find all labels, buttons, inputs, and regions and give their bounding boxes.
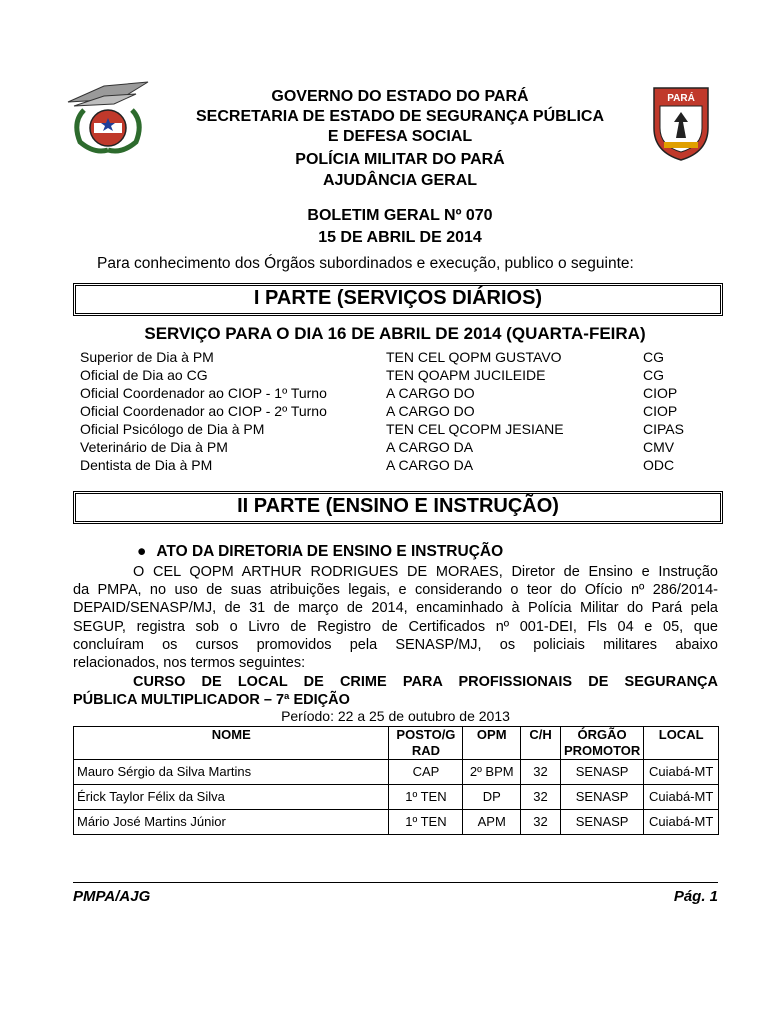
cell-orgao: SENASP: [560, 810, 643, 835]
cell-nome: Mauro Sérgio da Silva Martins: [74, 760, 389, 785]
footer-divider: [73, 882, 718, 883]
col-header-posto: POSTO/G RAD: [389, 727, 463, 760]
service-row: [80, 456, 720, 474]
service-unit: CIPAS: [643, 421, 684, 437]
cell-opm: DP: [463, 785, 521, 810]
service-officer: A CARGO DO: [386, 403, 475, 419]
service-unit: CG: [643, 349, 664, 365]
col-header-opm: OPM: [463, 727, 521, 760]
service-role: Oficial Coordenador ao CIOP - 2º Turno: [80, 403, 327, 419]
badge-text: PARÁ: [667, 93, 695, 104]
col-header-ch: C/H: [521, 727, 561, 760]
service-unit: CIOP: [643, 403, 678, 419]
cell-nome: Mário José Martins Júnior: [74, 810, 389, 835]
service-officer: TEN CEL QOPM GUSTAVO: [386, 349, 562, 365]
service-unit: CIOP: [643, 385, 678, 401]
header-line-4: POLÍCIA MILITAR DO PARÁ: [295, 151, 505, 168]
table-row: [74, 760, 719, 785]
service-officer: A CARGO DO: [386, 385, 475, 401]
service-row: [80, 420, 720, 438]
bullet-icon: ●: [137, 543, 147, 560]
header-line-2: SECRETARIA DE ESTADO DE SEGURANÇA PÚBLICA: [195, 108, 605, 125]
cell-orgao: SENASP: [560, 760, 643, 785]
course-period: Período: 22 a 25 de outubro de 2013: [281, 708, 510, 724]
course-title-line: PÚBLICA MULTIPLICADOR – 7ª EDIÇÃO: [73, 692, 350, 709]
cell-posto: 1º TEN: [389, 810, 463, 835]
header-line-1: GOVERNO DO ESTADO DO PARÁ: [271, 88, 529, 105]
page-number: Pág. 1: [673, 888, 718, 905]
service-row: [80, 366, 720, 384]
col-header-orgao: ÓRGÃO PROMOTOR: [560, 727, 643, 760]
police-badge-icon: [650, 82, 712, 162]
service-unit: ODC: [643, 457, 675, 473]
table-row: [74, 810, 719, 835]
cell-orgao: SENASP: [560, 785, 643, 810]
act-body-line: concluíram os cursos promovidos pela SENASP/MJ, os policiais militares abaixo: [73, 636, 718, 653]
footer-label: PMPA/AJG: [73, 888, 151, 905]
act-body: [73, 563, 718, 672]
service-row: [80, 348, 720, 366]
course-title: [73, 673, 718, 709]
service-officer: A CARGO DA: [386, 457, 474, 473]
table-row: [74, 785, 719, 810]
intro-text: Para conhecimento dos Órgãos subordinados e execução, publico o seguinte:: [97, 255, 634, 272]
act-body-line: da PMPA, no uso de suas atribuições legais, e considerando o teor do Ofício nº 286/2014-: [73, 582, 718, 599]
service-officer: A CARGO DA: [386, 439, 474, 455]
service-row: [80, 438, 720, 456]
cell-ch: 32: [521, 760, 561, 785]
participants-table: [73, 726, 719, 835]
part2-title: II PARTE (ENSINO E INSTRUÇÃO): [73, 491, 723, 524]
cell-local: Cuiabá-MT: [644, 760, 719, 785]
col-header-local: LOCAL: [644, 727, 719, 760]
header-line-3: E DEFESA SOCIAL: [327, 128, 473, 145]
service-row: [80, 402, 720, 420]
cell-posto: 1º TEN: [389, 785, 463, 810]
service-officer: TEN CEL QCOPM JESIANE: [386, 421, 564, 437]
bulletin-date: 15 DE ABRIL DE 2014: [318, 229, 482, 246]
service-role: Veterinário de Dia à PM: [80, 439, 228, 455]
cell-opm: 2º BPM: [463, 760, 521, 785]
cell-ch: 32: [521, 810, 561, 835]
service-unit: CG: [643, 367, 664, 383]
cell-posto: CAP: [389, 760, 463, 785]
act-body-line: relacionados, nos termos seguintes:: [73, 654, 306, 671]
bulletin-number: BOLETIM GERAL Nº 070: [307, 207, 493, 224]
service-role: Dentista de Dia à PM: [80, 457, 213, 473]
service-row: [80, 384, 720, 402]
service-role: Oficial Psicólogo de Dia à PM: [80, 421, 265, 437]
service-officer: TEN QOAPM JUCILEIDE: [386, 367, 546, 383]
service-role: Superior de Dia à PM: [80, 349, 214, 365]
table-header-row: [74, 727, 719, 760]
service-role: Oficial Coordenador ao CIOP - 1º Turno: [80, 385, 327, 401]
part1-title: I PARTE (SERVIÇOS DIÁRIOS): [73, 283, 723, 316]
header-line-5: AJUDÂNCIA GERAL: [322, 172, 478, 189]
state-crest-icon: [64, 72, 152, 154]
cell-local: Cuiabá-MT: [644, 785, 719, 810]
act-body-line: DEPAID/SENASP/MJ, de 31 de março de 2014, encaminhado à Polícia Militar do Pará pela: [73, 600, 718, 617]
act-heading: [137, 543, 503, 561]
course-title-line: CURSO DE LOCAL DE CRIME PARA PROFISSIONAIS DE SEGURANÇA: [133, 674, 718, 690]
cell-local: Cuiabá-MT: [644, 810, 719, 835]
cell-opm: APM: [463, 810, 521, 835]
service-unit: CMV: [643, 439, 675, 455]
service-role: Oficial de Dia ao CG: [80, 367, 208, 383]
cell-nome: Érick Taylor Félix da Silva: [74, 785, 389, 810]
act-title: ATO DA DIRETORIA DE ENSINO E INSTRUÇÃO: [156, 543, 504, 560]
col-header-nome: NOME: [74, 727, 389, 760]
act-body-line: SEGUP, registra sob o Livro de Registro de Certificados nº 001-DEI, Fls 04 e 05, que: [73, 618, 718, 635]
cell-ch: 32: [521, 785, 561, 810]
service-title: SERVIÇO PARA O DIA 16 DE ABRIL DE 2014 (QUARTA-FEIRA): [144, 324, 646, 343]
act-body-line: O CEL QOPM ARTHUR RODRIGUES DE MORAES, Diretor de Ensino e Instrução: [133, 564, 718, 580]
